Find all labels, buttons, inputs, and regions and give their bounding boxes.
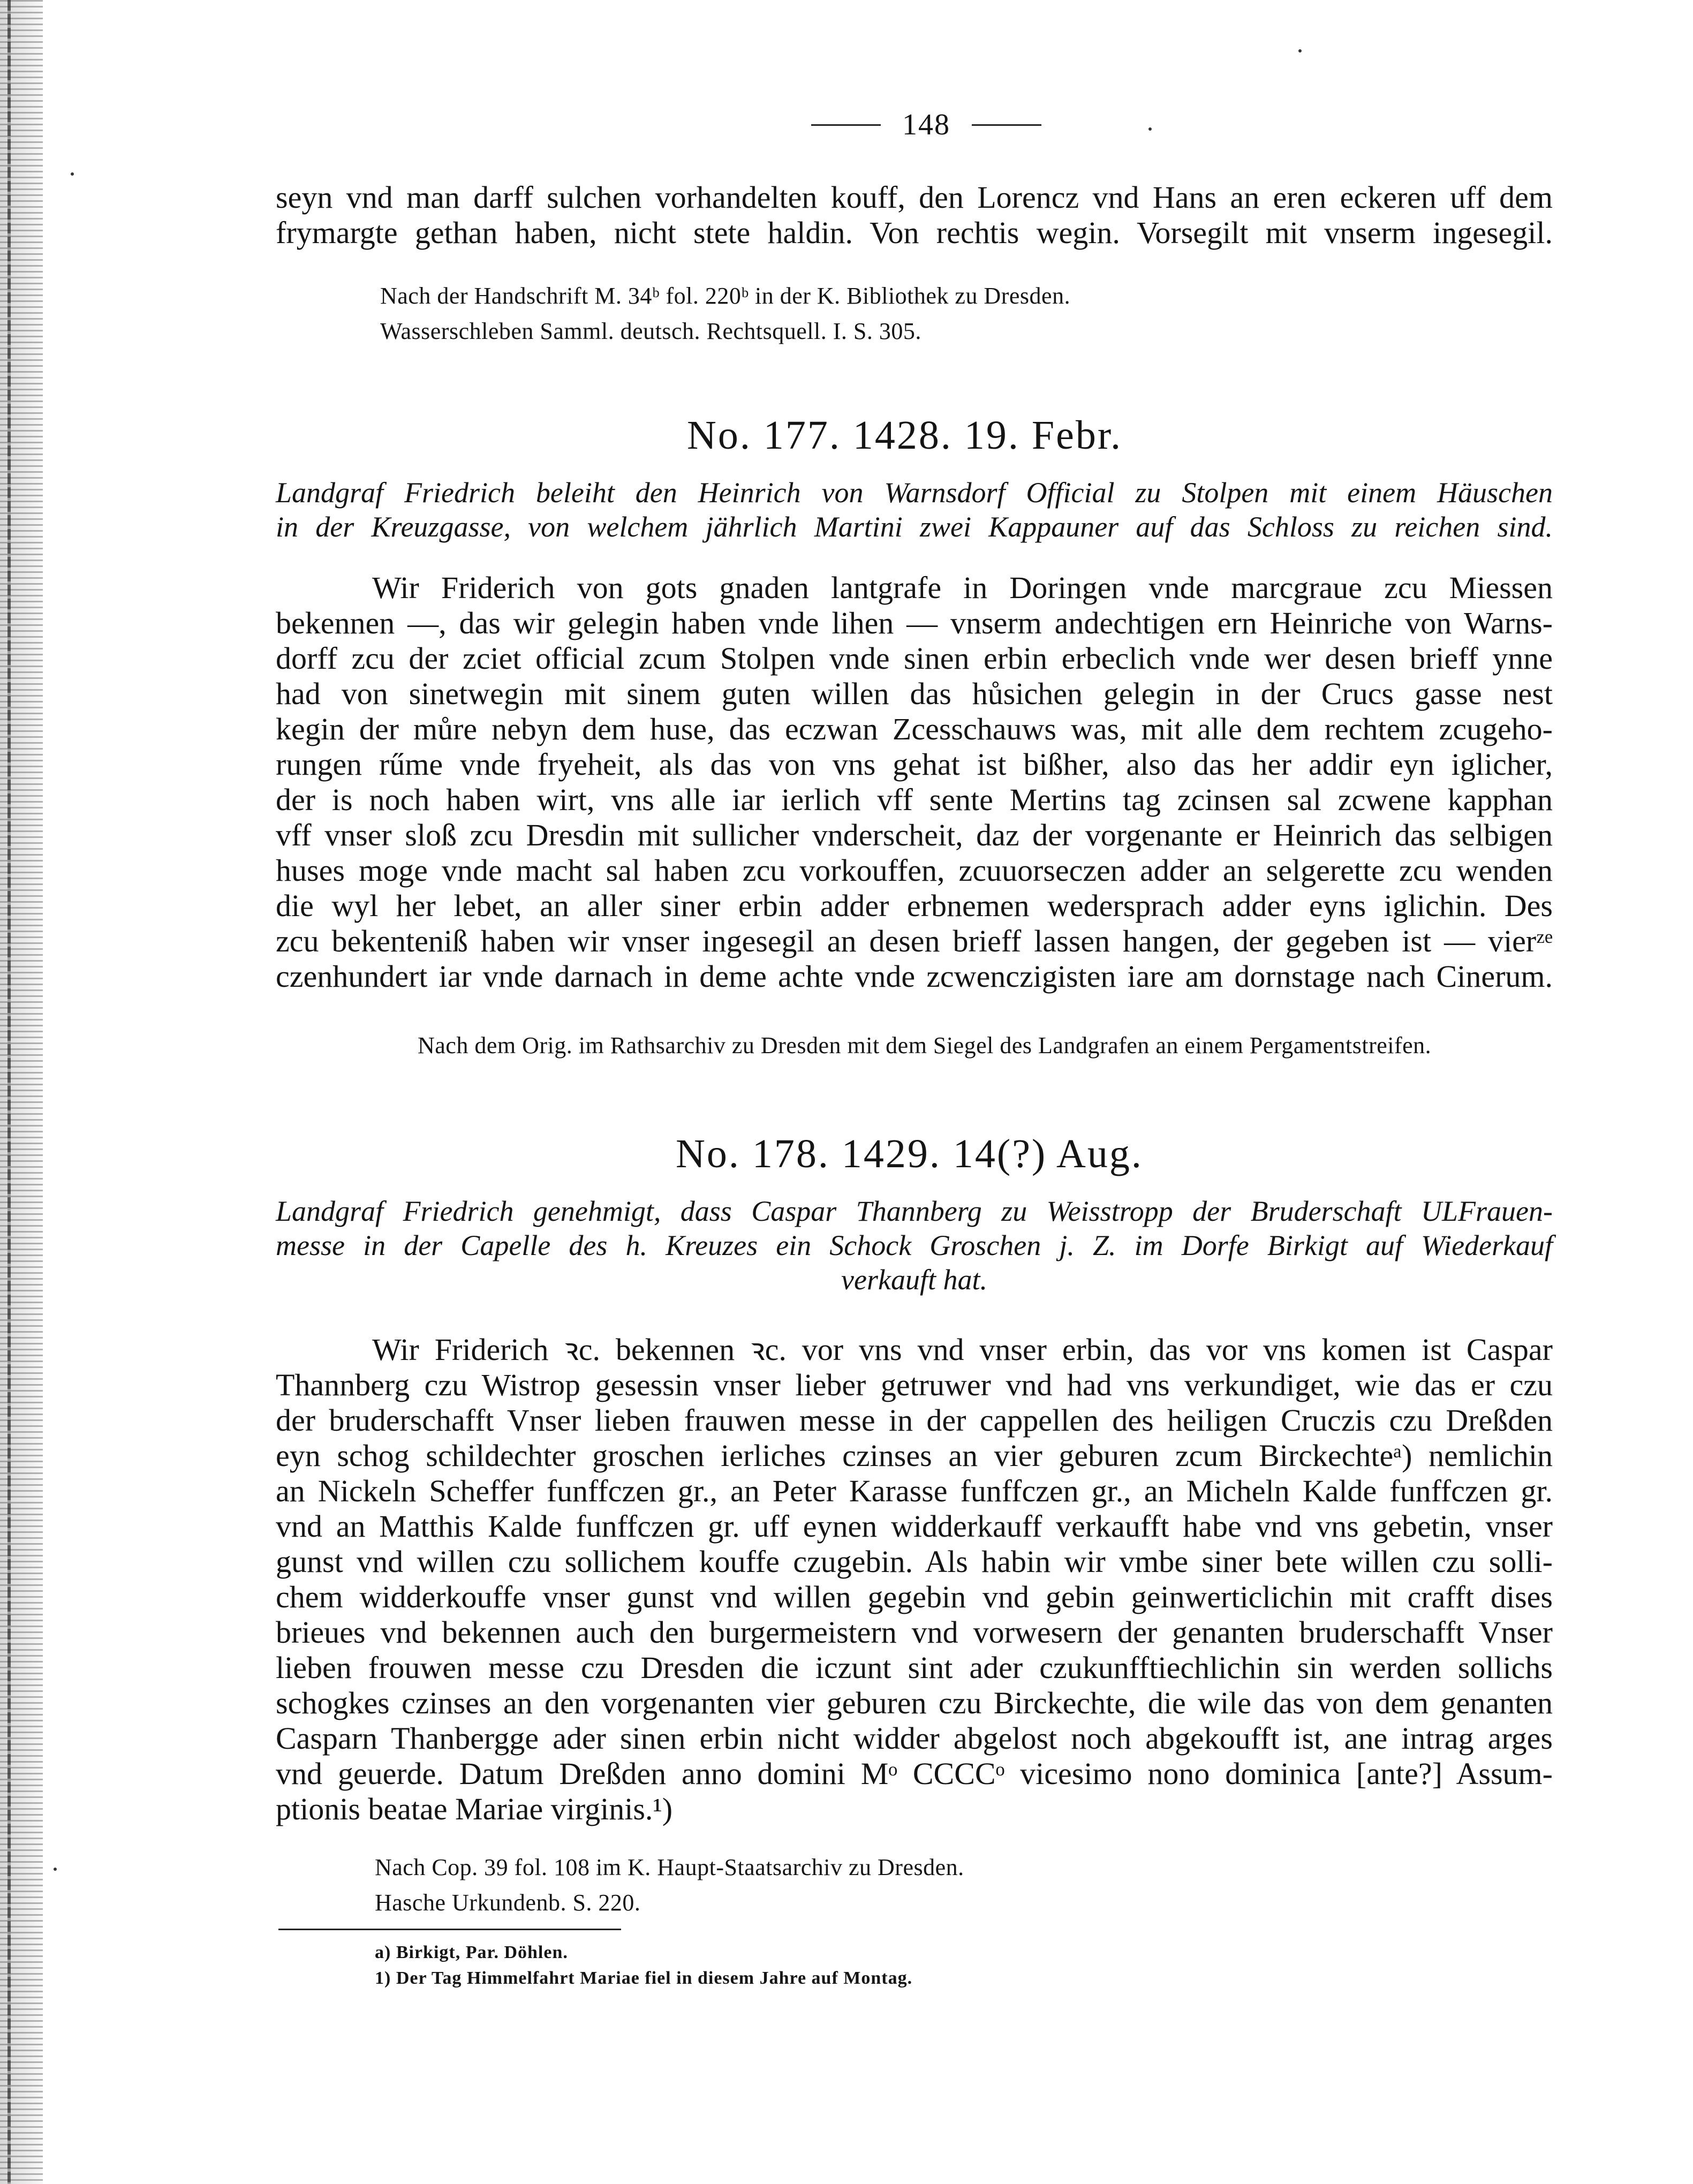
text-line: Casparn Thanbergge ader sinen erbin nicht widder abgelost noch abgekoufft ist, ane intrag arges	[276, 1721, 1553, 1756]
source-line: Nach der Handschrift M. 34ᵇ fol. 220ᵇ in der K. Bibliothek zu Dresden.	[380, 283, 1071, 309]
summary-line: verkauft hat.	[841, 1264, 987, 1296]
text-line: schogkes czinses an den vorgenanten vier geburen czu Birckechte, die wile das von dem genanten	[276, 1686, 1553, 1720]
text-line: vnd an Matthis Kalde funffczen gr. uff eynen widderkauff verkaufft habe vnd vns gebetin, vnser	[276, 1509, 1553, 1544]
text-line: kegin der můre nebyn dem huse, das eczwan Zcesschauws was, mit alle dem rechtem zcugeho-	[276, 712, 1553, 746]
text-line: vnd geuerde. Datum Dreßden anno domini Mᵒ CCCCᵒ vicesimo nono dominica [ante?] Assum-	[276, 1756, 1553, 1791]
doc-177-body	[276, 570, 1553, 994]
text-line: lieben frouwen messe czu Dresden die iczunt sint ader czukunfftiechlichin sin werden sollichs	[276, 1650, 1553, 1685]
text-line: brieues vnd bekennen auch den burgermeistern vnd vorwesern der genanten bruderschafft Vnser	[276, 1615, 1553, 1650]
scan-speck	[54, 1868, 57, 1871]
text-line: chem widderkouffe vnser gunst vnd willen gegebin vnd gebin geinwerticlichin mit crafft dises	[276, 1580, 1553, 1614]
doc-177-source-note	[418, 1028, 1542, 1063]
summary-line: messe in der Capelle des h. Kreuzes ein Schock Groschen j. Z. im Dorfe Birkigt auf Wiederkauf	[276, 1229, 1553, 1261]
scan-margin-noise	[0, 0, 43, 2184]
doc-178-body	[276, 1332, 1553, 1827]
page-header	[776, 106, 1076, 143]
text-line: der bruderschafft Vnser lieben frauwen messe in der cappellen des heiligen Cruczis czu Dreßden	[276, 1403, 1553, 1438]
text-line: dorff zcu der zciet official zcum Stolpen vnde sinen erbin erbeclich vnde wer desen brieff ynne	[276, 641, 1553, 676]
text-line: seyn vnd man darff sulchen vorhandelten kouff, den Lorencz vnd Hans an eren eckeren uff dem	[276, 180, 1553, 215]
text-line: zcu bekenteniß haben wir vnser ingesegil an desen brieff lassen hangen, der gegeben ist — vierᶻᵉ	[276, 924, 1553, 958]
doc-178-source-note	[375, 1850, 1446, 1921]
scan-speck	[1148, 127, 1152, 131]
text-line: gunst vnd willen czu sollichem kouffe czugebin. Als habin wir vmbe siner bete willen czu solli-	[276, 1544, 1553, 1579]
text-line: Thannberg czu Wistrop gesessin vnser lieber getruwer vnd had vns verkundiget, wie das er czu	[276, 1367, 1553, 1402]
doc-178-heading: No. 178. 1429. 14(?) Aug.	[676, 1131, 1143, 1176]
scan-margin-line	[7, 0, 11, 2184]
text-line: eyn schog schildechter groschen ierliches czinses an vier geburen zcum Birckechteᵃ) nemlichin	[276, 1438, 1553, 1473]
footnote: 1) Der Tag Himmelfahrt Mariae fiel in diesem Jahre auf Montag.	[375, 1968, 913, 1988]
page-number: 148	[902, 108, 950, 141]
header-rule-left	[811, 124, 881, 126]
doc-177-summary	[276, 475, 1553, 544]
footnotes	[375, 1940, 912, 1991]
header-rule-right	[972, 124, 1041, 126]
doc-177-heading: No. 177. 1428. 19. Febr.	[687, 413, 1122, 458]
text-line: Wir Friderich ꝛc. bekennen ꝛc. vor vns vnd vnser erbin, das vor vns komen ist Caspar	[372, 1332, 1553, 1367]
scan-speck	[1298, 49, 1302, 52]
text-line: an Nickeln Scheffer funffczen gr., an Peter Karasse funffczen gr., an Micheln Kalde funffczen gr.	[276, 1473, 1553, 1508]
source-line: Hasche Urkundenb. S. 220.	[375, 1890, 641, 1916]
intro-source-note	[380, 278, 1451, 349]
intro-paragraph	[276, 180, 1553, 251]
footnote: a) Birkigt, Par. Döhlen.	[375, 1943, 568, 1962]
text-line: had von sinetwegin mit sinem guten willen das hůsichen gelegin in der Crucs gasse nest	[276, 676, 1553, 711]
source-line: Nach dem Orig. im Rathsarchiv zu Dresden mit dem Siegel des Landgrafen an einem Pergamentstreifen.	[418, 1032, 1432, 1059]
summary-line: Landgraf Friedrich genehmigt, dass Caspar Thannberg zu Weisstropp der Bruderschaft ULFrauen-	[276, 1195, 1553, 1227]
text-line: huses moge vnde macht sal haben zcu vorkouffen, zcuuorseczen adder an selgerette zcu wenden	[276, 853, 1553, 888]
doc-178-summary	[276, 1194, 1553, 1297]
scan-speck	[71, 172, 74, 176]
text-line: rungen rűme vnde fryeheit, als das von vns gehat ist bißher, also das her addir eyn iglicher,	[276, 747, 1553, 782]
text-line: czenhundert iar vnde darnach in deme achte vnde zcwenczigisten iare am dornstage nach Cinerum.	[276, 959, 1553, 994]
source-line: Nach Cop. 39 fol. 108 im K. Haupt-Staatsarchiv zu Dresden.	[375, 1854, 964, 1880]
source-line: Wasserschleben Samml. deutsch. Rechtsquell. I. S. 305.	[380, 318, 921, 344]
summary-line: in der Kreuzgasse, von welchem jährlich Martini zwei Kappauner auf das Schloss zu reichen sind.	[276, 511, 1553, 543]
text-line: Wir Friderich von gots gnaden lantgrafe in Doringen vnde marcgraue zcu Miessen	[372, 570, 1553, 605]
summary-line: Landgraf Friedrich beleiht den Heinrich von Warnsdorf Official zu Stolpen mit einem Häuschen	[276, 477, 1553, 509]
text-line: ptionis beatae Mariae virginis.¹)	[276, 1792, 673, 1826]
text-line: der is noch haben wirt, vns alle iar ierlich vff sente Mertins tag zcinsen sal zcwene kapphan	[276, 782, 1553, 817]
text-line: vff vnser sloß zcu Dresdin mit sullicher vnderscheit, daz der vorgenante er Heinrich das selbigen	[276, 818, 1553, 852]
footnote-rule	[278, 1929, 621, 1930]
text-line: bekennen —, das wir gelegin haben vnde lihen — vnserm andechtigen ern Heinriche von Warns-	[276, 606, 1553, 640]
text-line: die wyl her lebet, an aller siner erbin adder erbnemen wedersprach adder eyns iglichin. Des	[276, 888, 1553, 923]
text-line: frymargte gethan haben, nicht stete haldin. Von rechtis wegin. Vorsegilt mit vnserm ingesegil.	[276, 215, 1553, 250]
